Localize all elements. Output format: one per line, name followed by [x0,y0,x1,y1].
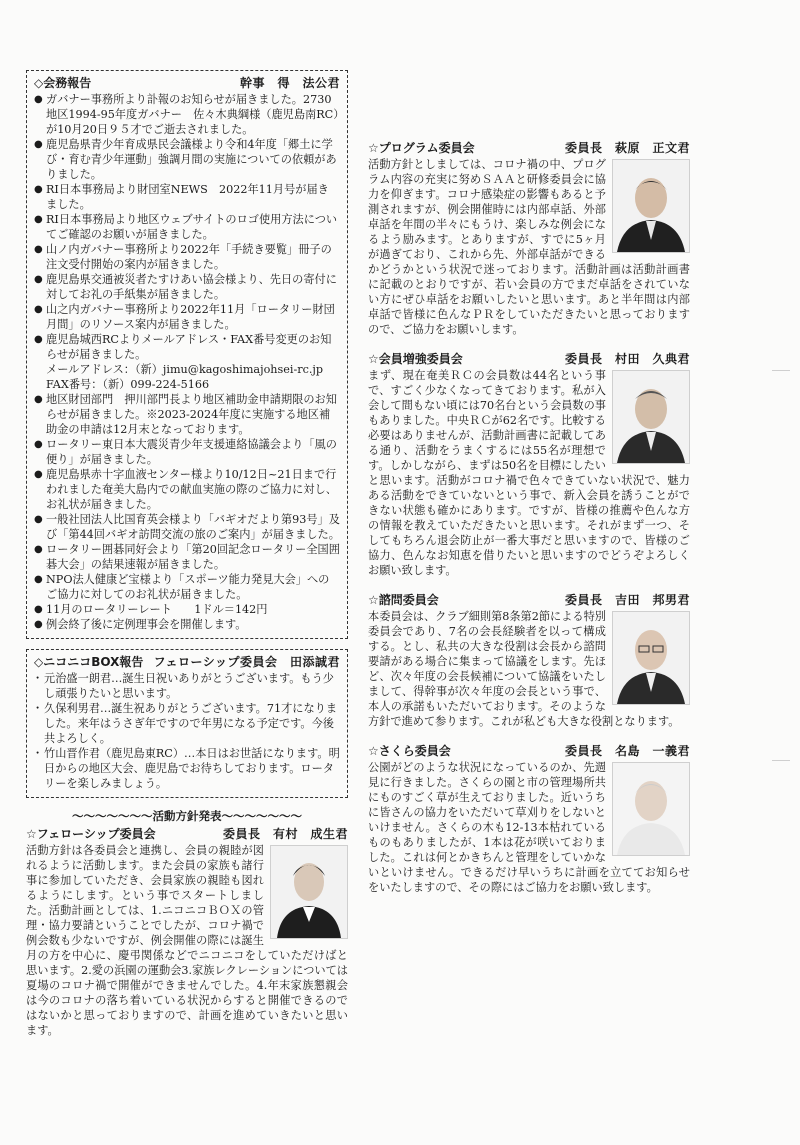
fax-line: FAX番号：（新）099-224-5166 [46,378,210,391]
list-item: ● 11月のロータリーレート 1ドル＝142円 [34,602,340,617]
advisory-chair: 委員長 吉田 邦男君 [564,593,690,607]
list-item: ・ 竹山晋作君（鹿児島東RC）…本日はお世話になります。明日からの地区大会、鹿児島でお待ちしております。ロータリーを楽しみましょう。 [34,746,340,791]
advisory-header [368,592,690,609]
program-body: 活動方針としましては、コロナ禍の中、プログラム内容の充実に努めＳＡＡと研修委員会に協力を仰ぎます。コロナ感染症の影響もあると予測されますが、例会開催時には内部卓話、外部卓話を年間の半々にもうけ、楽しみな例会になるよう励みます。とありますが、すでに5ヶ月が過ぎており、これから先、外部卓話ができるかどうかという状況で迷っております。活動計画は活動計画書に記載のとおりですが、若い会員の方でまだ卓話をされていない方にぜひ卓話をお願いしたいと思います。あと半年間は内部卓話で皆様に色んなＰＲをしていただきたいと思っておりますので、ご協力をお願いします。 [368,158,690,336]
binder-mark [772,370,790,371]
binder-mark [772,760,790,761]
membership-body: まず、現在奄美ＲＣの会員数は44名という事で、すごく少なくなってきております。私が入会して間もない頃には70名台という会員数の事もありました。中央ＲＣが62名です。比較する必要はありませんが、活動計画書に記載してある通り、活動をうまくするには55名が理想です。しかしながら、まずは50名を目標にしたいと思います。活動がコロナ禍で色々できていない状況で、魅力ある活動をできていないという事で、新入会員を誘うことができない状態も確かにあります。ですが、皆様の推薦や色んな方の情報を教えていただきたいと思います。それがまず一つ、そしてもちろん退会防止が一番大事だと思いますので、皆様のご協力、色んなお知恵を借りたいと思いますのでどうぞよろしくお願い致します。 [368,369,690,577]
fellowship-section [26,826,348,1038]
list-item: ● 一般社団法人比国育英会様より「バギオだより第93号」及び「第44回バギオ訪問交流の旅のご案内」が届きました。 [34,512,340,542]
email-line: メールアドレス：（新）jimu@kagoshimajohsei-rc.jp [46,363,324,376]
advisory-body: 本委員会は、クラブ細則第8条第2節による特別委員会であり、7名の会長経験者を以って構成する。とし、私共の大きな役割は会長から諮問要請がある場合に集まって協議をします。先ほど、次々年度の会長候補について協議をいたしまして、得幹事が次々年度の会長という事で、本人の承諾もいただいております。そのような方針で進めて参ります。これが私ども大きな役割となります。 [368,610,680,728]
sakura-body: 公園がどのような状況になっているのか、先週見に行きました。さくらの園と市の管理場所共にものすごく草が生えておりました。近いうちに皆さんの協力をいただいて草刈りをしないといけません。さくらの木も12-13本枯れているものもありましたが、1本は花が咲いておりました。これは何とかきちんと管理をしていかないといけません。できるだけ早いうちに計画を立ててお知らせをいたしますので、その際にはご協力をお願い致します。 [368,761,690,894]
kaimu-header [34,75,340,92]
nikoniko-list [34,671,340,791]
nikoniko-title: ◇ニコニコBOX報告 [34,655,144,669]
kaimu-list [34,92,340,632]
sakura-title: ☆さくら委員会 [368,744,451,758]
sakura-section [368,743,690,895]
membership-chair-photo [612,370,690,464]
policy-banner: 〜〜〜〜〜〜〜活動方針発表〜〜〜〜〜〜〜 [72,809,302,823]
sakura-chair: 委員長 名島 一義君 [564,744,690,758]
fellowship-chair-photo [270,845,348,939]
list-item: ● 地区財団部門 押川部門長より地区補助金申請期限のお知らせが届きました。※2023-2024年度に実施する地区補助金の申請は12月末となっております。 [34,392,340,437]
kaimu-report-box [26,70,348,639]
portrait-icon [613,160,689,252]
list-item: ● ロータリー東日本大震災青少年支援連絡協議会より「風の便り」が届きました。 [34,437,340,467]
kaimu-officer: 幹事 得 法公君 [239,76,340,90]
list-item: ● 山ノ内ガバナー事務所より2022年「手続き要覧」冊子の注文受付開始の案内が届きました。 [34,242,340,272]
portrait-icon [613,371,689,463]
advisory-section [368,592,690,729]
sakura-header [368,743,690,760]
list-item: ● 鹿児島県赤十字血液センター様より10/12日~21日まで行われました奄美大島内での献血実施の際のご協力に対し、お礼状が届きました。 [34,467,340,512]
advisory-chair-photo [612,611,690,705]
portrait-icon [271,846,347,938]
list-item: ・ 久保利男君…誕生祝ありがとうございます。71才になりました。来年はうさぎ年ですので年男になる予定です。今後共よろしく。 [34,701,340,746]
fellowship-body: 活動方針は各委員会と連携し、会員の親睦が図れるように活動します。また会員の家族も諸行事に参加していただき、会員家族の親睦も図れるようにします。という事でスタートしました。活動計画としては、1.ニコニコＢＯＸの管理・協力要請ということでしたが、コロナ禍で例会数も少ないですが、例会開催の際には誕生月の方を中心に、慶弔関係などでニコニコをしていただけばと思います。2.愛の浜園の運動会3.家族レクレーションについては夏場のコロナ禍で開催ができませんでした。4.年末家族懇親会は今のコロナの落ち着いている状況からすると開催できるのではないかと思っておりますので、計画を進めていきたいと思います。 [26,844,348,1037]
fellowship-title: ☆フェローシップ委員会 [26,827,156,841]
list-item: ● 鹿児島県交通被災者たすけあい協会様より、先日の寄付に対してお礼の手紙集が届きました。 [34,272,340,302]
nikoniko-header [34,654,340,671]
list-item: ● ロータリー囲碁同好会より「第20回記念ロータリー全国囲碁大会」の結果速報が届きました。 [34,542,340,572]
program-header [368,140,690,157]
program-chair-photo [612,159,690,253]
sakura-chair-photo [612,762,690,856]
program-section [368,140,690,337]
program-chair: 委員長 萩原 正文君 [564,141,690,155]
list-item: ● RI日本事務局より地区ウェブサイトのロゴ使用方法についてご確認のお願いが届きました。 [34,212,340,242]
membership-title: ☆会員増強委員会 [368,352,463,366]
nikoniko-box [26,649,348,798]
advisory-title: ☆諮問委員会 [368,593,439,607]
right-column [368,70,690,909]
list-item: ● NPO法人健康ど宝様より「スポーツ能力発見大会」へのご協力に対してのお礼状が届きました。 [34,572,340,602]
list-item: ● 鹿児島県青少年育成県民会議様より令和4年度「郷土に学び・育む青少年運動」強調月間の実施についての依頼がありました。 [34,137,340,182]
program-title: ☆プログラム委員会 [368,141,475,155]
kaimu-title: ◇会務報告 [34,76,92,90]
fellowship-header [26,826,348,843]
nikoniko-officer: フェローシップ委員会 田添誠君 [153,655,340,669]
left-column [26,70,348,1052]
list-item: ● 鹿児島城西RCよりメールアドレス・FAX番号変更のお知らせが届きました。 メールアドレス：（新）jimu@kagoshimajohsei-rc.jp FAX番号：（新）099-224-5166 [34,332,340,392]
portrait-icon [613,763,689,855]
membership-header [368,351,690,368]
list-item: ・ 元治盛一朗君…誕生日祝いありがとうございます。もう少し頑張りたいと思います。 [34,671,340,701]
list-item: ● 例会終了後に定例理事会を開催します。 [34,617,340,632]
membership-section [368,351,690,578]
list-item: ● RI日本事務局より財団室NEWS 2022年11月号が届きました。 [34,182,340,212]
list-item: ● 山之内ガバナー事務所より2022年11月「ロータリー財団月間」のリソース案内が届きました。 [34,302,340,332]
membership-chair: 委員長 村田 久典君 [564,352,690,366]
fellowship-chair: 委員長 有村 成生君 [222,827,348,841]
portrait-icon [613,612,689,704]
list-item: ● ガバナー事務所より訃報のお知らせが届きました。2730地区1994-95年度ガバナー 佐々木典綱様（鹿児島南RC）が10月20日９５才でご逝去されました。 [34,92,340,137]
